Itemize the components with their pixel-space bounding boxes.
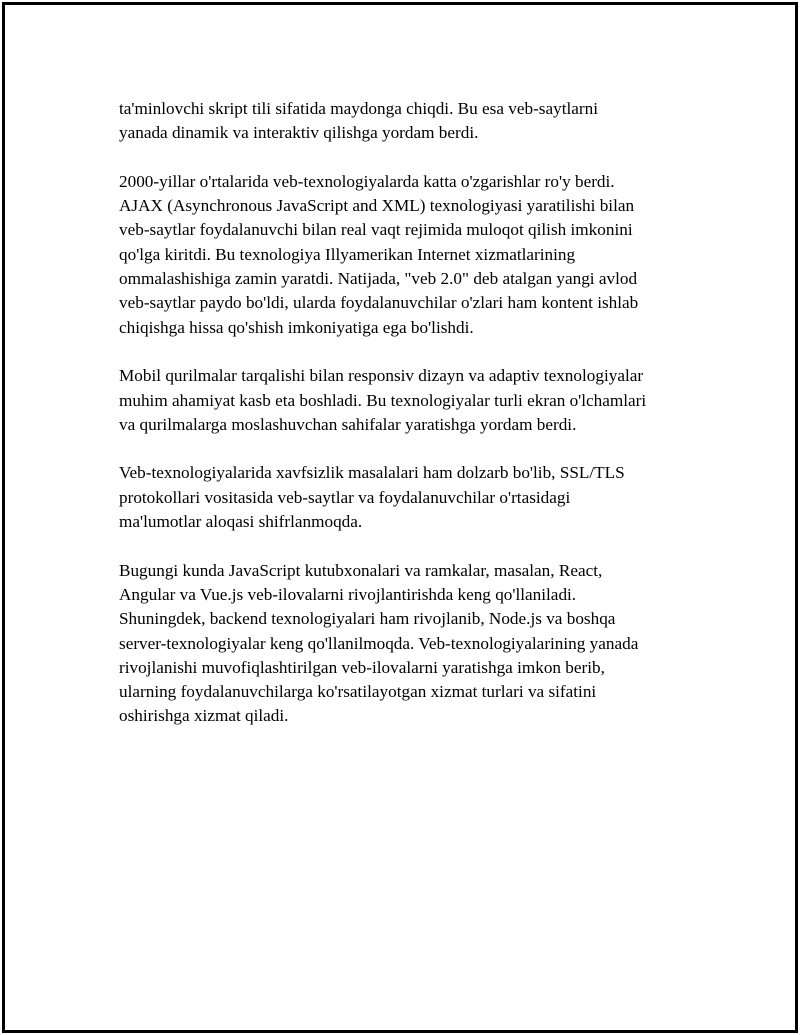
text-line: muhim ahamiyat kasb eta boshladi. Bu texnologiyalar turli ekran o'lchamlari [119,390,647,410]
text-line: rivojlanishi muvofiqlashtirilgan veb-ilovalarni yaratishga imkon berib, [119,657,605,677]
text-line: Shuningdek, backend texnologiyalari ham rivojlanib, Node.js va boshqa [119,609,616,629]
text-line: qo'lga kiritdi. Bu texnologiya Illyamerikan Internet xizmatlarining [119,244,576,264]
text-line: yanada dinamik va interaktiv qilishga yordam berdi. [119,123,479,143]
text-line: va qurilmalarga moslashuvchan sahifalar yaratishga yordam berdi. [119,414,577,434]
text-line: protokollari vositasida veb-saytlar va foydalanuvchilar o'rtasidagi [119,487,571,507]
text-line: veb-saytlar foydalanuvchi bilan real vaqt rejimida muloqot qilish imkonini [119,220,633,240]
text-line: Angular va Vue.js veb-ilovalarni rivojlantirishda keng qo'llaniladi. [119,584,577,604]
paragraph [119,559,709,729]
text-line: AJAX (Asynchronous JavaScript and XML) texnologiyasi yaratilishi bilan [119,196,635,216]
text-line: veb-saytlar paydo bo'ldi, ularda foydalanuvchilar o'zlari ham kontent ishlab [119,293,639,313]
text-line: Mobil qurilmalar tarqalishi bilan responsiv dizayn va adaptiv texnologiyalar [119,366,644,386]
paragraph [119,461,709,534]
text-line: ta'minlovchi skript tili sifatida maydonga chiqdi. Bu esa veb-saytlarni [119,99,598,118]
text-line: 2000-yillar o'rtalarida veb-texnologiyalarda katta o'zgarishlar ro'y berdi. [119,171,615,191]
text-line: oshirishga xizmat qiladi. [119,706,289,726]
text-line: ma'lumotlar aloqasi shifrlanmoqda. [119,512,363,532]
text-line: server-texnologiyalar keng qo'llanilmoqda. Veb-texnologiyalarining yanada [119,633,639,653]
paragraph [119,97,709,146]
document-page [2,2,798,1033]
text-line: ommalashishiga zamin yaratdi. Natijada, "veb 2.0" deb atalgan yangi avlod [119,269,638,289]
text-line: ularning foydalanuvchilarga ko'rsatilayotgan xizmat turlari va sifatini [119,682,597,702]
text-line: chiqishga hissa qo'shish imkoniyatiga ega bo'lishdi. [119,317,474,337]
paragraph [119,364,709,437]
paragraph [119,170,709,340]
text-line: Veb-texnologiyalarida xavfsizlik masalalari ham dolzarb bo'lib, SSL/TLS [119,463,625,483]
text-line: Bugungi kunda JavaScript kutubxonalari va ramkalar, masalan, React, [119,560,603,580]
document-body [119,97,709,753]
